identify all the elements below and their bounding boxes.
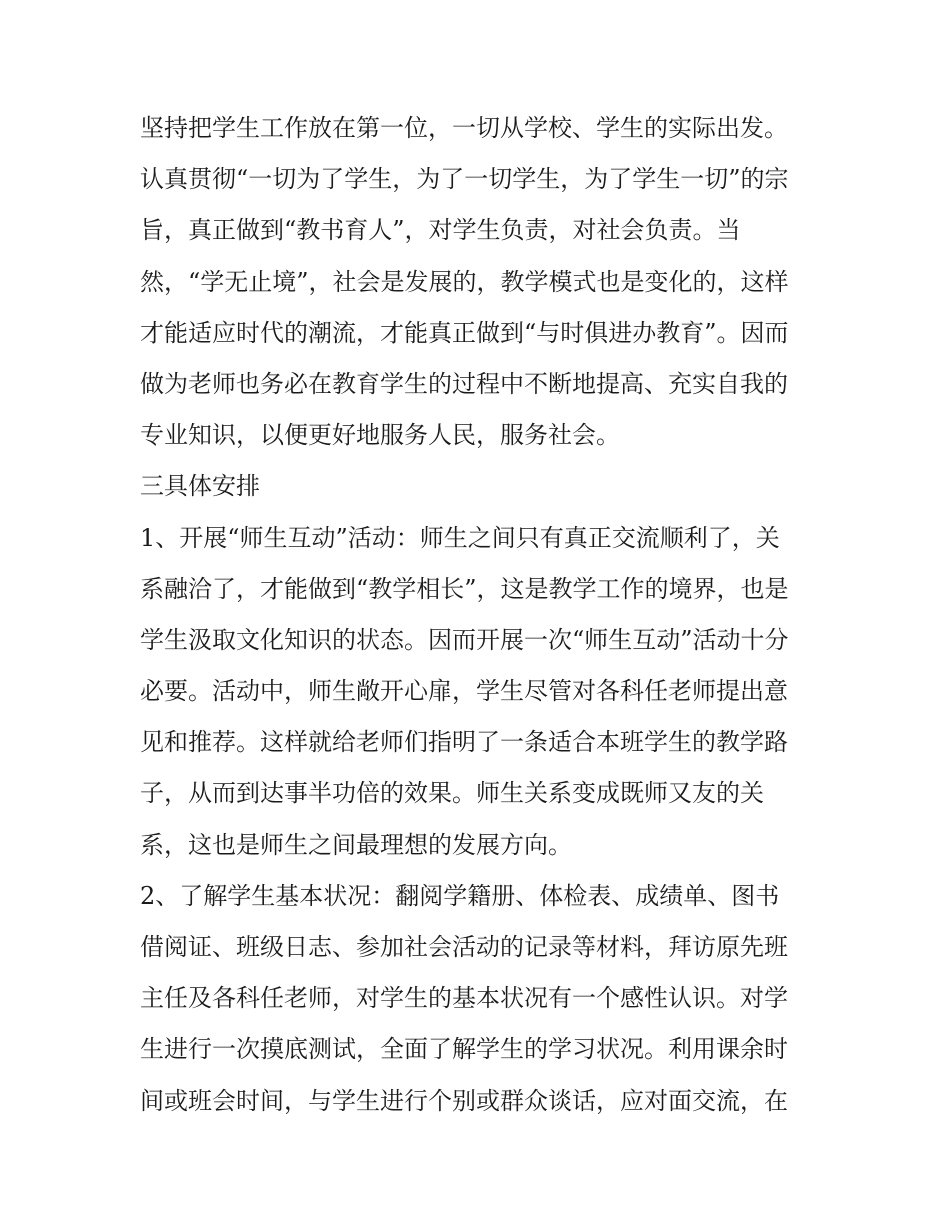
text-line: 系，这也是师生之间最理想的发展方向。 bbox=[140, 830, 572, 859]
text-line: 必要。活动中，师生敞开心扉，学生尽管对各科任老师提出意 bbox=[140, 677, 788, 706]
text-line: 旨，真正做到“教书育人”，对学生负责，对社会负责。当 bbox=[140, 216, 741, 245]
text-line: 学生汲取文化知识的状态。因而开展一次“师生互动”活动十分 bbox=[140, 625, 789, 654]
text-line: 认真贯彻“一切为了学生，为了一切学生，为了学生一切”的宗 bbox=[140, 165, 789, 194]
text-line: 生进行一次摸底测试，全面了解学生的学习状况。利用课余时 bbox=[140, 1035, 788, 1064]
body-text bbox=[140, 103, 840, 1127]
text-line: 子，从而到达事半功倍的效果。师生关系变成既师又友的关 bbox=[140, 779, 764, 808]
text-line: 2、了解学生基本状况：翻阅学籍册、体检表、成绩单、图书 bbox=[140, 881, 780, 910]
text-line: 专业知识，以便更好地服务人民，服务社会。 bbox=[140, 421, 620, 450]
text-line: 然，“学无止境”，社会是发展的，教学模式也是变化的，这样 bbox=[140, 267, 789, 296]
text-line: 借阅证、班级日志、参加社会活动的记录等材料，拜访原先班 bbox=[140, 933, 788, 961]
text-line: 做为老师也务必在教育学生的过程中不断地提高、充实自我的 bbox=[140, 369, 788, 398]
section-heading: 三具体安排 bbox=[140, 472, 260, 501]
text-line: 系融洽了，才能做到“教学相长”，这是教学工作的境界，也是 bbox=[140, 574, 789, 603]
text-line: 间或班会时间，与学生进行个别或群众谈话，应对面交流，在 bbox=[140, 1086, 788, 1115]
text-line: 坚持把学生工作放在第一位，一切从学校、学生的实际出发。 bbox=[140, 114, 788, 142]
text-line: 才能适应时代的潮流，才能真正做到“与时俱进办教育”。因而 bbox=[140, 318, 789, 347]
text-line: 主任及各科任老师，对学生的基本状况有一个感性认识。对学 bbox=[140, 984, 788, 1013]
text-line: 1、开展“师生互动”活动：师生之间只有真正交流顺利了，关 bbox=[140, 523, 780, 552]
text-line: 见和推荐。这样就给老师们指明了一条适合本班学生的教学路 bbox=[140, 728, 788, 757]
